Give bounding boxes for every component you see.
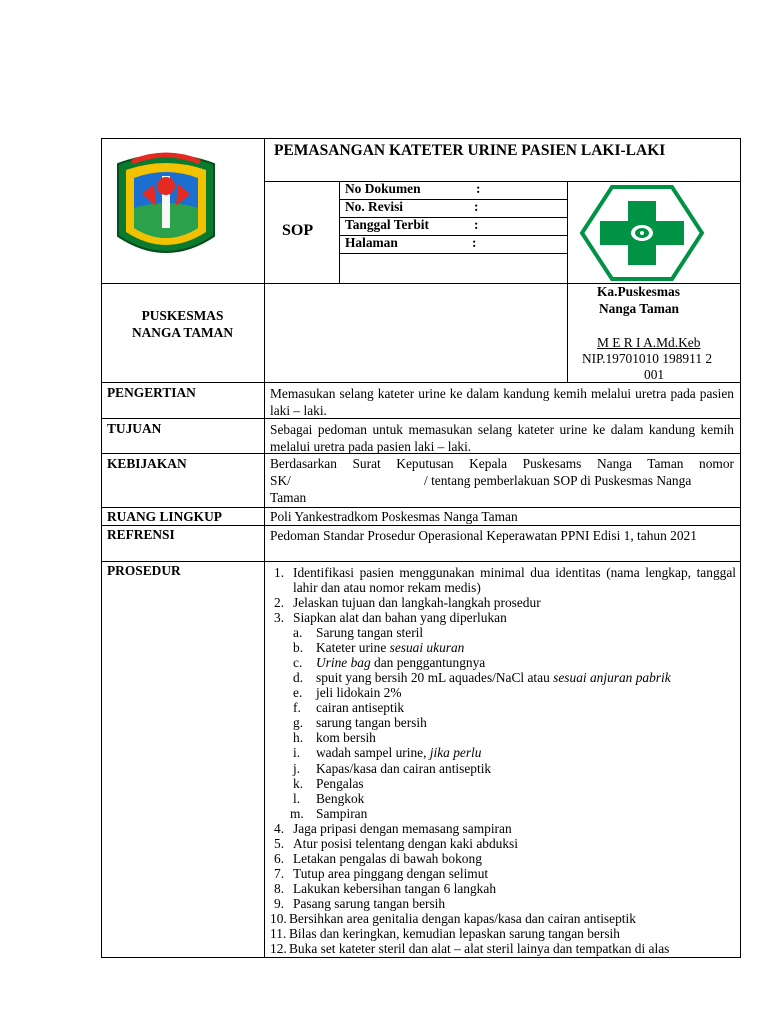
list-item: j. Kapas/kasa dan cairan antiseptik	[293, 760, 492, 776]
kebijakan-line2: / tentang pemberlakuan SOP di Puskesmas Nanga	[424, 473, 692, 488]
pengertian-text: Memasukan selang kateter urine ke dalam kandung kemih melalui uretra pada pasien laki – laki.	[270, 386, 734, 418]
row-label-refrensi: REFRENSI	[107, 527, 175, 542]
list-item: 4. Jaga pripasi dengan memasang sampiran	[274, 820, 512, 836]
list-item: a. Sarung tangan steril	[293, 625, 424, 641]
signer-name: M E R I A.Md.Keb	[597, 335, 701, 350]
list-item: l. Bengkok	[293, 790, 365, 806]
list-item: f. cairan antiseptik	[293, 700, 405, 716]
kabupaten-logo	[112, 148, 220, 266]
list-item: 3. Siapkan alat dan bahan yang diperlukan	[274, 610, 507, 626]
list-item: c. Urine bag dan penggantungnya	[293, 655, 486, 671]
signer-nip: 001	[644, 367, 665, 382]
refrensi-text: Pedoman Standar Prosedur Operasional Keperawatan PPNI Edisi 1, tahun 2021	[270, 528, 697, 543]
kebijakan-line1: Berdasarkan Surat Keputusan Kepala Puskesams Nanga Taman nomor	[270, 456, 734, 471]
list-item: 1. Identifikasi pasien menggunakan minimal dua identitas (nama lengkap, tanggal lahir dan atau nomor rekam medis)	[274, 565, 736, 596]
list-item: k. Pengalas	[293, 775, 364, 791]
doc-field-label: Tanggal Terbit	[345, 217, 429, 232]
list-item: h. kom bersih	[293, 730, 376, 746]
signer-title: Ka.Puskesmas	[597, 284, 680, 299]
puskesmas-logo	[578, 185, 706, 281]
list-item: 10. Bersihkan area genitalia dengan kapas/kasa dan cairan antiseptik	[270, 910, 636, 926]
doc-field-sep: :	[474, 199, 479, 214]
list-item: g. sarung tangan bersih	[293, 715, 427, 731]
sop-label: SOP	[282, 222, 314, 239]
list-item: 5. Atur posisi telentang dengan kaki abduksi	[274, 835, 518, 851]
list-item: 8. Lakukan kebersihan tangan 6 langkah	[274, 880, 497, 896]
list-item: b. Kateter urine sesuai ukuran	[293, 640, 465, 656]
list-item: m. Sampiran	[290, 805, 368, 821]
doc-field-label: No. Revisi	[345, 199, 404, 214]
list-item: 12. Buka set kateter steril dan alat – alat steril lainya dan tempatkan di alas	[270, 941, 670, 957]
list-item: 7. Tutup area pinggang dengan selimut	[274, 865, 489, 881]
ruang-lingkup-text: Poli Yankestradkom Poskesmas Nanga Taman	[270, 509, 518, 524]
org-name-line2: NANGA TAMAN	[131, 325, 234, 340]
page-title: PEMASANGAN KATETER URINE PASIEN LAKI-LAKI	[274, 142, 666, 159]
list-item: 11. Bilas dan keringkan, kemudian lepaskan sarung tangan bersih	[270, 926, 620, 942]
row-label-kebijakan: KEBIJAKAN	[107, 456, 187, 471]
signer-title: Nanga Taman	[599, 301, 680, 316]
kebijakan-line3: Taman	[270, 490, 307, 505]
doc-field-label: Halaman	[345, 235, 398, 250]
row-label-tujuan: TUJUAN	[107, 421, 162, 436]
row-label-prosedur: PROSEDUR	[107, 563, 181, 578]
list-item: 9. Pasang sarung tangan bersih	[274, 895, 446, 911]
doc-field-label: No Dokumen	[345, 181, 421, 196]
tujuan-text: Sebagai pedoman untuk memasukan selang kateter urine ke dalam kandung kemih melalui uretra pada pasien laki – laki.	[270, 422, 734, 454]
doc-field-sep: :	[474, 217, 479, 232]
list-item: 6. Letakan pengalas di bawah bokong	[274, 850, 482, 866]
prosedur-list	[270, 565, 736, 956]
doc-field-sep: :	[472, 235, 477, 250]
doc-field-sep: :	[476, 181, 481, 196]
list-item: i. wadah sampel urine, jika perlu	[293, 745, 482, 761]
list-item: 2. Jelaskan tujuan dan langkah-langkah prosedur	[274, 595, 541, 610]
row-label-ruang-lingkup: RUANG LINGKUP	[107, 509, 222, 524]
org-name-line1: PUSKESMAS	[141, 308, 224, 323]
kebijakan-sk: SK/	[270, 473, 291, 488]
list-item: d. spuit yang bersih 20 mL aquades/NaCl atau sesuai anjuran pabrik	[293, 670, 671, 686]
list-item: e. jeli lidokain 2%	[293, 685, 402, 701]
signer-nip: NIP.19701010 198911 2	[582, 351, 713, 366]
row-label-pengertian: PENGERTIAN	[107, 385, 196, 400]
